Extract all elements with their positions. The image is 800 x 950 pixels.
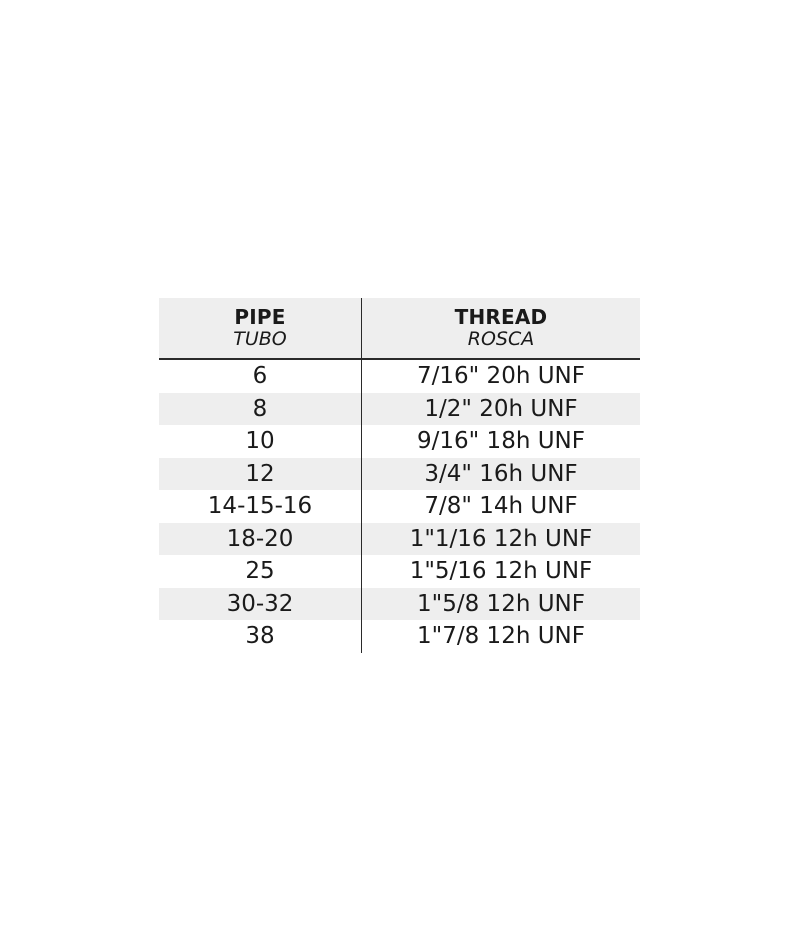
pipe-cell: 8 (252, 395, 268, 422)
thread-cell: 7/8" 14h UNF (361, 490, 640, 523)
table-row (159, 425, 640, 458)
table-row (159, 620, 640, 653)
thread-header-sublabel: ROSCA (467, 328, 535, 350)
thread-header-label: THREAD (454, 305, 548, 329)
table-header (159, 298, 640, 360)
pipe-cell: 12 (245, 460, 275, 487)
table-row (159, 360, 640, 393)
thread-cell: 3/4" 16h UNF (361, 458, 640, 491)
pipe-column-header (159, 298, 361, 358)
table-row (159, 490, 640, 523)
thread-cell: 1"5/16 12h UNF (361, 555, 640, 588)
pipe-cell: 10 (245, 428, 275, 455)
pipe-header-sublabel: TUBO (233, 328, 287, 350)
thread-cell: 1/2" 20h UNF (361, 393, 640, 426)
table-row (159, 393, 640, 426)
pipe-header-label: PIPE (234, 305, 286, 329)
pipe-cell: 25 (245, 558, 275, 585)
pipe-cell: 14-15-16 (207, 493, 313, 520)
thread-column-header (361, 298, 640, 358)
thread-cell: 7/16" 20h UNF (361, 360, 640, 393)
thread-cell: 1"7/8 12h UNF (361, 620, 640, 653)
thread-cell: 1"1/16 12h UNF (361, 523, 640, 556)
pipe-cell: 6 (252, 363, 268, 390)
table-row (159, 588, 640, 621)
pipe-cell: 38 (245, 623, 275, 650)
table-row (159, 458, 640, 491)
table-row (159, 555, 640, 588)
pipe-cell: 30-32 (226, 590, 294, 617)
thread-cell: 1"5/8 12h UNF (361, 588, 640, 621)
pipe-cell: 18-20 (226, 525, 294, 552)
table-row (159, 523, 640, 556)
thread-cell: 9/16" 18h UNF (361, 425, 640, 458)
pipe-thread-table (159, 298, 640, 653)
